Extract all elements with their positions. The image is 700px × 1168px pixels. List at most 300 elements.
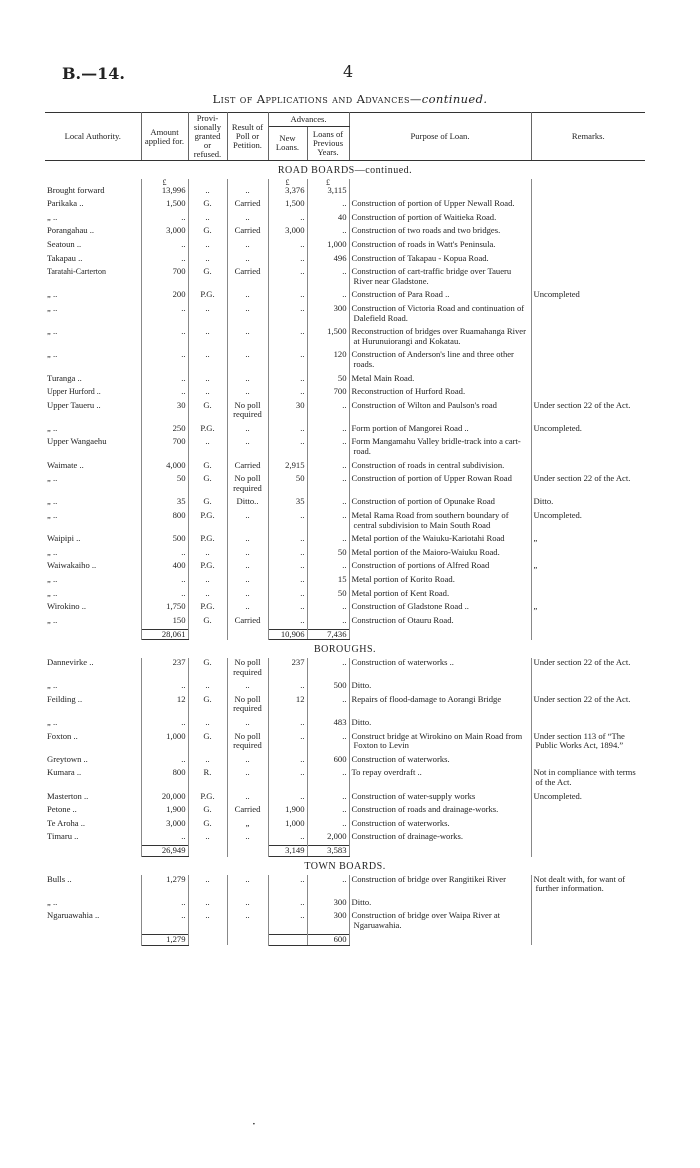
section-heading (45, 640, 645, 658)
authority-cell: „ .. (45, 548, 141, 558)
new-loans-cell: .. (268, 732, 307, 751)
amount-cell: .. (141, 911, 188, 930)
new-loans-cell: .. (268, 511, 307, 530)
granted-cell: .. (188, 186, 227, 196)
purpose-cell: Construction of portion of Opunake Road (349, 497, 531, 507)
poll-cell: .. (227, 589, 268, 599)
applications-table (45, 112, 645, 946)
new-loans-cell: .. (268, 290, 307, 300)
granted-cell: .. (188, 240, 227, 250)
table-row (45, 589, 645, 599)
granted-cell: .. (188, 254, 227, 264)
purpose-cell: Construction of cart-traffic bridge over Taueru River near Gladstone. (349, 267, 531, 286)
poll-cell: „ (227, 819, 268, 829)
remarks-cell (531, 819, 645, 829)
new-loans-cell: .. (268, 424, 307, 434)
authority-cell: Te Aroha .. (45, 819, 141, 829)
remarks-cell (531, 461, 645, 471)
page-code: B.—14. (62, 64, 125, 83)
authority-cell: Feilding .. (45, 695, 141, 714)
remarks-cell (531, 374, 645, 384)
previous-loans-cell: 300 (307, 898, 349, 908)
authority-cell: Parikaka .. (45, 199, 141, 209)
new-loans-cell: .. (268, 589, 307, 599)
amount-cell: 1,900 (141, 805, 188, 815)
previous-loans-cell: .. (307, 474, 349, 493)
authority-cell: Petone .. (45, 805, 141, 815)
remarks-cell (531, 832, 645, 842)
remarks-cell: Uncompleted. (533, 791, 582, 801)
poll-cell: .. (227, 832, 268, 842)
table-row (45, 832, 645, 842)
page-number: 4 (343, 62, 354, 81)
header-granted: Provi-sionally granted or refused. (188, 113, 227, 161)
authority-cell: Greytown .. (45, 755, 141, 765)
table-row (45, 911, 645, 930)
amount-cell: 4,000 (141, 461, 188, 471)
table-row (45, 534, 645, 544)
previous-loans-cell: .. (307, 497, 349, 507)
amount-cell: .. (141, 387, 188, 397)
granted-cell: G. (188, 199, 227, 209)
authority-cell: „ .. (45, 327, 141, 346)
authority-cell: „ .. (45, 898, 141, 908)
new-loans-cell: 2,915 (268, 461, 307, 471)
granted-cell: G. (188, 497, 227, 507)
authority-cell: Dannevirke .. (45, 658, 141, 677)
granted-cell: .. (188, 437, 227, 456)
remarks-cell (531, 240, 645, 250)
remarks-cell (531, 589, 645, 599)
purpose-cell: Reconstruction of Hurford Road. (349, 387, 531, 397)
purpose-cell: Construction of two roads and two bridges. (349, 226, 531, 236)
remarks-cell (531, 213, 645, 223)
poll-cell: No poll required (227, 401, 268, 420)
header-authority: Local Authority. (45, 113, 141, 161)
table-row (45, 616, 645, 626)
table-row (45, 755, 645, 765)
purpose-cell: Construction of portions of Alfred Road (349, 561, 531, 571)
title-main: List of Applications and Advances (212, 92, 410, 106)
new-loans-cell: 12 (268, 695, 307, 714)
poll-cell: .. (227, 511, 268, 530)
new-loans-cell: .. (268, 681, 307, 691)
total-prev: 3,583 (307, 846, 349, 857)
previous-loans-cell: .. (307, 437, 349, 456)
previous-loans-cell: 15 (307, 575, 349, 585)
authority-cell: „ .. (45, 497, 141, 507)
poll-cell: .. (227, 290, 268, 300)
amount-cell: .. (141, 575, 188, 585)
table-row (45, 401, 645, 420)
previous-loans-cell: 120 (307, 350, 349, 369)
granted-cell: .. (188, 327, 227, 346)
new-loans-cell: .. (268, 534, 307, 544)
new-loans-cell: .. (268, 616, 307, 626)
purpose-cell: Construction of bridge over Rangitikei River (349, 875, 531, 894)
poll-cell: .. (227, 898, 268, 908)
previous-loans-cell: .. (307, 732, 349, 751)
table-row (45, 658, 645, 677)
authority-cell: Bulls .. (45, 875, 141, 894)
purpose-cell: Ditto. (349, 681, 531, 691)
granted-cell: .. (188, 681, 227, 691)
new-loans-cell: 3,376 (268, 186, 307, 196)
new-loans-cell: .. (268, 832, 307, 842)
new-loans-cell: .. (268, 911, 307, 930)
amount-cell: .. (141, 832, 188, 842)
authority-cell: Waimate .. (45, 461, 141, 471)
remarks-cell (531, 616, 645, 626)
remarks-cell (531, 226, 645, 236)
poll-cell: Carried (227, 616, 268, 626)
poll-cell: .. (227, 387, 268, 397)
table-row (45, 461, 645, 471)
purpose-cell: Ditto. (349, 718, 531, 728)
previous-loans-cell: 300 (307, 304, 349, 323)
purpose-cell: Construction of Para Road .. (349, 290, 531, 300)
granted-cell: .. (188, 213, 227, 223)
purpose-cell: Construction of Takapau - Kopua Road. (349, 254, 531, 264)
amount-cell: .. (141, 240, 188, 250)
purpose-cell: Construction of portion of Waitieka Road. (349, 213, 531, 223)
previous-loans-cell: 600 (307, 755, 349, 765)
granted-cell: G. (188, 695, 227, 714)
remarks-cell (531, 911, 645, 930)
purpose-cell: Form Mangamahu Valley bridle-track into a cart-road. (349, 437, 531, 456)
purpose-cell: Ditto. (349, 898, 531, 908)
previous-loans-cell: .. (307, 424, 349, 434)
purpose-cell: Repairs of flood-damage to Aorangi Bridge (349, 695, 531, 714)
poll-cell: No poll required (227, 695, 268, 714)
new-loans-cell: .. (268, 755, 307, 765)
amount-cell: 800 (141, 768, 188, 787)
new-loans-cell: .. (268, 213, 307, 223)
table-row (45, 732, 645, 751)
poll-cell: Carried (227, 267, 268, 286)
amount-cell: 1,279 (141, 875, 188, 894)
table-row (45, 805, 645, 815)
new-loans-cell: .. (268, 267, 307, 286)
amount-cell: 1,750 (141, 602, 188, 612)
poll-cell: Carried (227, 805, 268, 815)
new-loans-cell: .. (268, 254, 307, 264)
poll-cell: .. (227, 755, 268, 765)
previous-loans-cell: .. (307, 658, 349, 677)
granted-cell: P.G. (188, 534, 227, 544)
granted-cell: .. (188, 374, 227, 384)
purpose-cell: Construction of Otauru Road. (349, 616, 531, 626)
new-loans-cell: 1,900 (268, 805, 307, 815)
granted-cell: P.G. (188, 424, 227, 434)
new-loans-cell: .. (268, 875, 307, 894)
header-new-loans: New Loans. (268, 126, 307, 160)
authority-cell: Upper Taueru .. (45, 401, 141, 420)
poll-cell: .. (227, 911, 268, 930)
amount-cell: .. (141, 254, 188, 264)
new-loans-cell: 30 (268, 401, 307, 420)
header-remarks: Remarks. (531, 113, 645, 161)
amount-cell: 700 (141, 267, 188, 286)
new-loans-cell: .. (268, 768, 307, 787)
new-loans-cell: .. (268, 387, 307, 397)
poll-cell: .. (227, 424, 268, 434)
total-amount: 28,061 (141, 629, 188, 640)
remarks-cell (531, 304, 645, 323)
authority-cell: „ .. (45, 350, 141, 369)
purpose-cell: Construction of Victoria Road and continuation of Dalefield Road. (349, 304, 531, 323)
granted-cell: P.G. (188, 602, 227, 612)
table-row (45, 267, 645, 286)
new-loans-cell: 237 (268, 658, 307, 677)
granted-cell: .. (188, 304, 227, 323)
remarks-cell: Under section 22 of the Act. (533, 474, 631, 484)
new-loans-cell: .. (268, 792, 307, 802)
header-amount: Amount applied for. (141, 113, 188, 161)
purpose-cell: Reconstruction of bridges over Ruamahanga River at Hurunuiorangi and Kokatau. (349, 327, 531, 346)
granted-cell: G. (188, 805, 227, 815)
purpose-cell: Metal portion of the Waiuku-Kariotahi Road (349, 534, 531, 544)
purpose-cell: Metal portion of Korito Road. (349, 575, 531, 585)
authority-cell: Timaru .. (45, 832, 141, 842)
table-row (45, 575, 645, 585)
poll-cell: No poll required (227, 658, 268, 677)
purpose-cell: Construction of portion of Upper Rowan Road (349, 474, 531, 493)
new-loans-cell: .. (268, 374, 307, 384)
new-loans-cell: 3,000 (268, 226, 307, 236)
authority-cell: „ .. (45, 511, 141, 530)
section-title: ROAD BOARDS—continued. (277, 165, 413, 176)
authority-cell: Foxton .. (45, 732, 141, 751)
table-row (45, 768, 645, 787)
remarks-cell: Ditto. (533, 497, 554, 507)
header-purpose: Purpose of Loan. (349, 113, 531, 161)
purpose-cell: Construction of Anderson's line and three other roads. (349, 350, 531, 369)
remarks-cell (531, 186, 645, 196)
previous-loans-cell: 50 (307, 374, 349, 384)
poll-cell: .. (227, 792, 268, 802)
amount-cell: 250 (141, 424, 188, 434)
new-loans-cell: .. (268, 548, 307, 558)
total-new (268, 935, 307, 946)
authority-cell: Upper Wangaehu (45, 437, 141, 456)
granted-cell: G. (188, 267, 227, 286)
new-loans-cell: .. (268, 240, 307, 250)
previous-loans-cell: 3,115 (307, 186, 349, 196)
new-loans-cell: .. (268, 898, 307, 908)
new-loans-cell: .. (268, 602, 307, 612)
total-row (45, 935, 645, 946)
previous-loans-cell: 700 (307, 387, 349, 397)
new-loans-cell: 35 (268, 497, 307, 507)
amount-cell: 30 (141, 401, 188, 420)
previous-loans-cell: .. (307, 461, 349, 471)
granted-cell: P.G. (188, 511, 227, 530)
amount-cell: 200 (141, 290, 188, 300)
poll-cell: No poll required (227, 732, 268, 751)
amount-cell: 35 (141, 497, 188, 507)
poll-cell: .. (227, 350, 268, 369)
new-loans-cell: .. (268, 350, 307, 369)
previous-loans-cell: .. (307, 267, 349, 286)
granted-cell: .. (188, 718, 227, 728)
remarks-cell: Under section 22 of the Act. (533, 658, 631, 668)
purpose-cell: Construction of Gladstone Road .. (349, 602, 531, 612)
amount-cell: .. (141, 213, 188, 223)
total-row (45, 846, 645, 857)
document-title: List of Applications and Advances—continued. (212, 92, 488, 106)
poll-cell: Ditto.. (227, 497, 268, 507)
authority-cell: „ .. (45, 304, 141, 323)
purpose-cell: Construction of roads in Watt's Peninsula. (349, 240, 531, 250)
previous-loans-cell: 483 (307, 718, 349, 728)
amount-cell: 500 (141, 534, 188, 544)
total-new: 10,906 (268, 629, 307, 640)
authority-cell: „ .. (45, 589, 141, 599)
table-row (45, 199, 645, 209)
purpose-cell: Form portion of Mangorei Road .. (349, 424, 531, 434)
table-row (45, 819, 645, 829)
table-row (45, 602, 645, 612)
authority-cell: „ .. (45, 290, 141, 300)
purpose-cell: Construction of roads in central subdivision. (349, 461, 531, 471)
amount-cell: .. (141, 304, 188, 323)
poll-cell: .. (227, 186, 268, 196)
purpose-cell: Construction of waterworks .. (349, 658, 531, 677)
purpose-cell (349, 186, 531, 196)
remarks-cell: Not dealt with, for want of further information. (533, 874, 626, 894)
authority-cell: Wirokino .. (45, 602, 141, 612)
granted-cell: G. (188, 401, 227, 420)
table-row (45, 240, 645, 250)
amount-cell: 237 (141, 658, 188, 677)
granted-cell: .. (188, 548, 227, 558)
poll-cell: Carried (227, 226, 268, 236)
pound-sign: £ (268, 179, 307, 186)
granted-cell: .. (188, 832, 227, 842)
pound-sign: £ (141, 179, 188, 186)
granted-cell: P.G. (188, 561, 227, 571)
granted-cell: P.G. (188, 792, 227, 802)
purpose-cell: Construction of roads and drainage-works. (349, 805, 531, 815)
amount-cell: .. (141, 350, 188, 369)
new-loans-cell: .. (268, 718, 307, 728)
new-loans-cell: .. (268, 575, 307, 585)
previous-loans-cell: .. (307, 819, 349, 829)
amount-cell: .. (141, 718, 188, 728)
previous-loans-cell: .. (307, 602, 349, 612)
poll-cell: Carried (227, 461, 268, 471)
amount-cell: 150 (141, 616, 188, 626)
poll-cell: .. (227, 575, 268, 585)
total-new: 3,149 (268, 846, 307, 857)
previous-loans-cell: .. (307, 534, 349, 544)
amount-cell: 12 (141, 695, 188, 714)
table-row (45, 304, 645, 323)
table-row (45, 374, 645, 384)
remarks-cell: Under section 113 of “The Public Works Act, 1894.” (533, 731, 625, 751)
amount-cell: 3,000 (141, 819, 188, 829)
page-mark: · (252, 1117, 256, 1131)
authority-cell: Takapau .. (45, 254, 141, 264)
currency-row (45, 179, 645, 186)
previous-loans-cell: 500 (307, 681, 349, 691)
total-row (45, 629, 645, 640)
authority-cell: Waipipi .. (45, 534, 141, 544)
poll-cell: Carried (227, 199, 268, 209)
table-row (45, 474, 645, 493)
authority-cell: Waiwakaiho .. (45, 561, 141, 571)
new-loans-cell: .. (268, 437, 307, 456)
remarks-cell (531, 755, 645, 765)
purpose-cell: Construction of bridge over Waipa River at Ngaruawahia. (349, 911, 531, 930)
remarks-cell: Uncompleted. (533, 423, 582, 433)
previous-loans-cell: 40 (307, 213, 349, 223)
poll-cell: .. (227, 681, 268, 691)
total-prev: 600 (307, 935, 349, 946)
remarks-cell (531, 437, 645, 456)
table-row (45, 548, 645, 558)
amount-cell: 800 (141, 511, 188, 530)
remarks-cell (531, 254, 645, 264)
purpose-cell: To repay overdraft .. (349, 768, 531, 787)
title-continued: continued. (421, 92, 488, 106)
authority-cell: Porangahau .. (45, 226, 141, 236)
granted-cell: G. (188, 732, 227, 751)
header-advances: Advances. (268, 113, 349, 127)
previous-loans-cell: 496 (307, 254, 349, 264)
purpose-cell: Metal Rama Road from southern boundary of central subdivision to Main South Road (349, 511, 531, 530)
authority-cell: Kumara .. (45, 768, 141, 787)
granted-cell: G. (188, 226, 227, 236)
pound-sign: £ (307, 179, 349, 186)
remarks-cell (531, 681, 645, 691)
remarks-cell (531, 548, 645, 558)
purpose-cell: Metal portion of Kent Road. (349, 589, 531, 599)
table-row (45, 497, 645, 507)
remarks-cell: Under section 22 of the Act. (533, 400, 631, 410)
purpose-cell: Construction of Wilton and Paulson's road (349, 401, 531, 420)
purpose-cell: Metal Main Road. (349, 374, 531, 384)
granted-cell: .. (188, 898, 227, 908)
previous-loans-cell: .. (307, 875, 349, 894)
purpose-cell: Construct bridge at Wirokino on Main Road from Foxton to Levin (349, 732, 531, 751)
remarks-cell (531, 350, 645, 369)
granted-cell: .. (188, 350, 227, 369)
amount-cell: 1,500 (141, 199, 188, 209)
poll-cell: .. (227, 548, 268, 558)
header-previous-loans: Loans of Previous Years. (307, 126, 349, 160)
previous-loans-cell: .. (307, 511, 349, 530)
previous-loans-cell: 50 (307, 589, 349, 599)
authority-cell: „ .. (45, 474, 141, 493)
granted-cell: G. (188, 461, 227, 471)
poll-cell: .. (227, 875, 268, 894)
authority-cell: „ .. (45, 718, 141, 728)
remarks-cell (531, 805, 645, 815)
remarks-cell: Not in compliance with terms of the Act. (533, 768, 636, 787)
previous-loans-cell: .. (307, 768, 349, 787)
authority-cell: „ .. (45, 616, 141, 626)
table-row (45, 424, 645, 434)
total-amount: 26,949 (141, 846, 188, 857)
amount-cell: 700 (141, 437, 188, 456)
table-row (45, 695, 645, 714)
amount-cell: 1,000 (141, 732, 188, 751)
table-row (45, 681, 645, 691)
table-row (45, 350, 645, 369)
purpose-cell: Construction of drainage-works. (349, 832, 531, 842)
